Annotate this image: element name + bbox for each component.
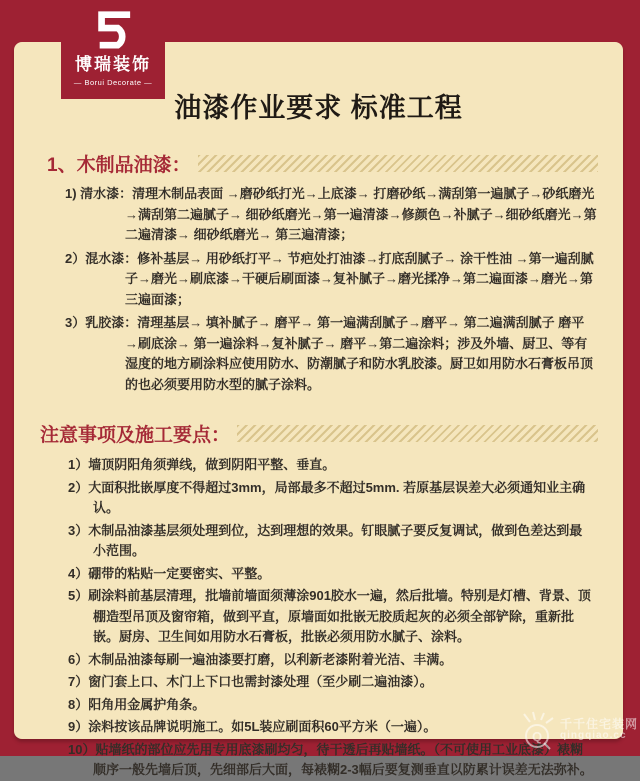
list-item: 3）乳胶漆：清理基层→ 填补腻子→ 磨平→ 第一遍满刮腻子→磨平→ 第二遍满刮腻子 磨平→刷底涂→ 第一遍涂料→复补腻子→ 磨平→第二遍涂料；涉及外墙、厨卫、等有湿度的地方刷涂料应使用防水、防潮腻子和防水乳胶漆。厨卫如用防水石膏板吊顶的也必须要用防水型的腻子涂料。 xyxy=(65,315,594,392)
list-item: 2）混水漆：修补基层→ 用砂纸打平→ 节疤处打油漆→打底刮腻子→ 涂干性油 →第一遍刮腻子→磨光→刷底漆→干硬后刷面漆→复补腻子→磨光揉净→第二遍面漆→磨光→第三遍面漆； xyxy=(65,250,594,307)
notes-list xyxy=(68,455,595,781)
list-item: 9）涂料按该品牌说明施工。如5L装应刷面积60平方米（一遍）。 xyxy=(68,719,437,734)
section-notes-heading xyxy=(40,420,598,447)
list-item: 4）硼带的粘贴一定要密实、平整。 xyxy=(68,565,271,581)
hatch-divider xyxy=(237,425,598,442)
list-item: 3）木制品油漆基层须处理到位，达到理想的效果。钉眼腻子要反复调试，做到色差达到最小范围。 xyxy=(68,522,583,558)
list-item: 8）阳角用金属护角条。 xyxy=(68,696,206,712)
list-item: 5）刷涂料前基层清理，批墙前墙面须薄涂901胶水一遍，然后批墙。特别是灯槽、背景、顶棚造型吊顶及窗帘箱，做到平直，原墙面如批嵌无胶质起灰的必须全部铲除，重新批嵌。厨房、卫生间如用防水石膏板，批嵌必须用防水腻子、涂料。 xyxy=(68,588,591,644)
list-item: 2）大面积批嵌厚度不得超过3mm，局部最多不超过5mm. 若原基层误差大必须通知业主确认。 xyxy=(68,479,586,515)
wood-paint-list xyxy=(65,184,597,395)
list-item: 1）墙顶阴阳角须弹线，做到阴阳平整、垂直。 xyxy=(68,457,336,472)
watermark-site-name: 千千住宅装网 xyxy=(559,717,638,731)
hatch-divider xyxy=(198,155,598,172)
brand-b-icon xyxy=(90,9,136,49)
brand-name-en: — Borui Decorate — xyxy=(73,78,153,87)
section-notes-heading-label: 注意事项及施工要点： xyxy=(40,425,231,446)
list-item: 10）贴墙纸的部位应先用专用底漆刷均匀，待干透后再贴墙纸。（不可使用工业底漆）裱糊顺序一般先墙后顶，先细部后大面，每裱糊2-3幅后要复测垂直以防累计误差无法弥补。 xyxy=(68,741,593,777)
list-item: 1) 清水漆：清理木制品表面 →磨砂纸打光→上底漆→ 打磨砂纸→满刮第一遍腻子→砂纸磨光→满刮第二遍腻子→ 细砂纸磨光→第一遍清漆→修颜色→补腻子→细砂纸磨光→第二遍清漆→ 细砂纸磨光→ 第三遍清漆； xyxy=(65,186,597,242)
section-wood-paint-heading xyxy=(47,150,598,177)
section-wood-paint-heading-label: 1、木制品油漆： xyxy=(47,155,191,176)
page-title: 油漆作业要求 标准工程 xyxy=(174,93,463,123)
list-item: 6）木制品油漆每刷一遍油漆要打磨，以利新老漆附着光洁、丰满。 xyxy=(68,651,453,667)
document-sheet xyxy=(14,42,623,777)
brand-name-cn: 博瑞装饰 xyxy=(75,55,151,74)
brand-logo xyxy=(61,0,165,99)
svg-text:Q: Q xyxy=(531,729,543,744)
list-item: 7）窗门套上口、木门上下口也需封漆处理（至少刷二遍油漆）。 xyxy=(68,674,433,689)
watermark-site-url: qingqiao.cc xyxy=(559,730,627,741)
